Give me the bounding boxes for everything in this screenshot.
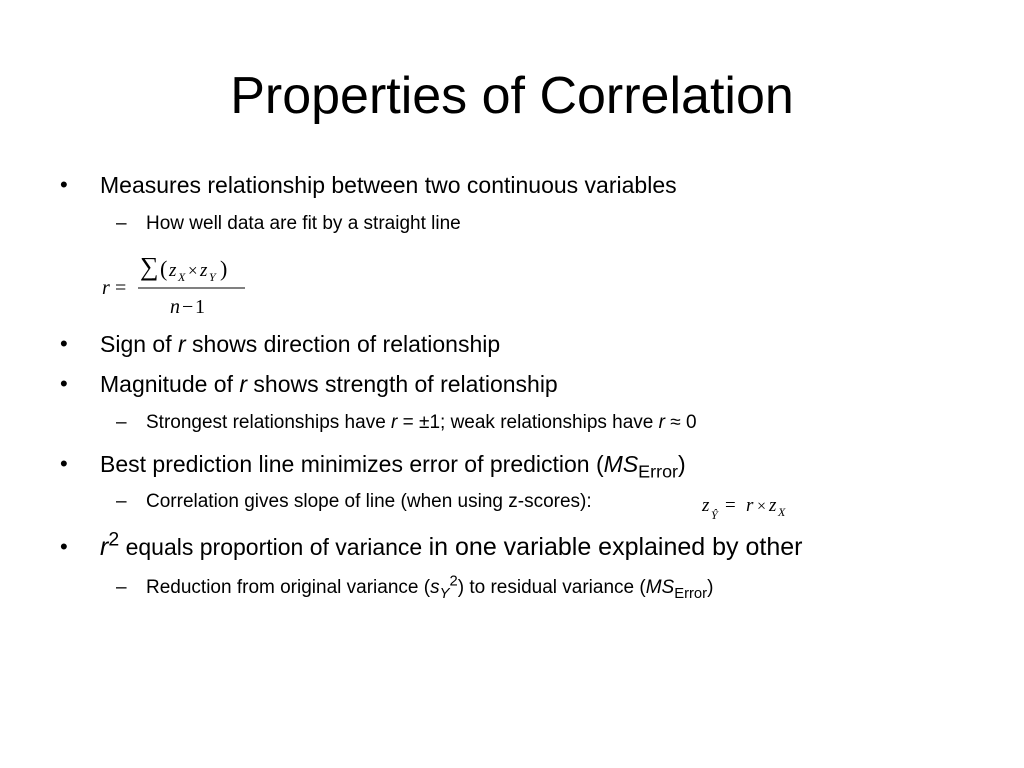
- text-segment: ): [678, 451, 686, 477]
- formula-den-one: 1: [195, 296, 205, 318]
- bullet-marker: •: [60, 371, 68, 396]
- variable-r: r: [658, 412, 665, 433]
- bullet-text: [100, 528, 803, 563]
- bullet-text: [100, 369, 558, 399]
- superscript-2: 2: [449, 573, 458, 590]
- variable-ms: MS: [603, 451, 639, 477]
- text-segment: Strongest relationships have: [146, 412, 392, 433]
- sub-bullet-text: How well data are fit by a straight line: [146, 213, 461, 234]
- slope-z-sub: Ŷ: [711, 508, 718, 522]
- variable-s: s: [430, 577, 440, 598]
- subscript-y: Y: [439, 585, 450, 602]
- variable-ms: MS: [645, 577, 675, 598]
- text-segment: Reduction from original variance (: [146, 577, 431, 598]
- formula-lhs: r: [102, 277, 110, 299]
- bullet-text: Measures relationship between two continuous variables: [100, 172, 677, 198]
- text-segment: ): [707, 577, 714, 598]
- slope-r: r: [746, 495, 754, 516]
- text-segment: Best prediction line minimizes error of prediction (: [100, 451, 604, 477]
- dash-marker: –: [116, 213, 127, 234]
- slope-equals: =: [725, 495, 736, 516]
- bullet-marker: •: [60, 172, 68, 197]
- text-segment: shows strength of relationship: [247, 371, 558, 397]
- text-segment: equals proportion of variance: [119, 534, 429, 560]
- bullet-marker: •: [60, 331, 68, 356]
- correlation-formula: [98, 250, 258, 322]
- text-segment: Magnitude of: [100, 371, 240, 397]
- slope-formula: [700, 490, 810, 526]
- formula-sigma: ∑: [140, 252, 159, 281]
- text-segment: = ±1; weak relationships have: [397, 412, 659, 433]
- bullet-marker: •: [60, 451, 68, 476]
- formula-rparen: ): [220, 256, 228, 281]
- formula-den-minus: −: [182, 296, 194, 318]
- formula-z2-sub: Y: [209, 270, 216, 284]
- slope-z2-sub: X: [778, 505, 786, 519]
- variable-r: r: [239, 371, 248, 397]
- text-segment: Sign of: [100, 331, 178, 357]
- formula-z1: z: [169, 260, 177, 281]
- variable-r: r: [178, 331, 186, 357]
- text-segment: in one variable explained by other: [428, 533, 803, 561]
- formula-z2: z: [200, 260, 208, 281]
- text-segment: ≈ 0: [664, 412, 697, 433]
- bullet-text: [100, 449, 686, 482]
- bullet-marker: •: [60, 534, 68, 559]
- superscript-2: 2: [108, 528, 120, 551]
- sub-bullet-text: [146, 410, 697, 436]
- slope-z: z: [702, 495, 710, 516]
- sub-bullet-text: Correlation gives slope of line (when using z-scores):: [146, 491, 592, 512]
- dash-marker: –: [116, 491, 127, 512]
- variable-r: r: [391, 412, 398, 433]
- sub-bullet-text: [146, 575, 713, 601]
- text-segment: shows direction of relationship: [185, 331, 501, 357]
- bullet-text: [100, 329, 500, 359]
- subscript-error: Error: [638, 461, 679, 482]
- dash-marker: –: [116, 412, 127, 433]
- slope-z2: z: [769, 495, 777, 516]
- formula-z1-sub: X: [178, 270, 186, 284]
- slope-times: ×: [757, 498, 767, 515]
- subscript-error: Error: [674, 585, 708, 602]
- text-segment: ) to residual variance (: [457, 577, 646, 598]
- formula-den-n: n: [170, 296, 180, 318]
- formula-times: ×: [188, 261, 198, 280]
- variable-r: r: [100, 533, 109, 561]
- formula-lparen: (: [160, 256, 168, 281]
- formula-equals: =: [115, 277, 127, 299]
- dash-marker: –: [116, 577, 127, 598]
- slide-title: Properties of Correlation: [230, 67, 794, 125]
